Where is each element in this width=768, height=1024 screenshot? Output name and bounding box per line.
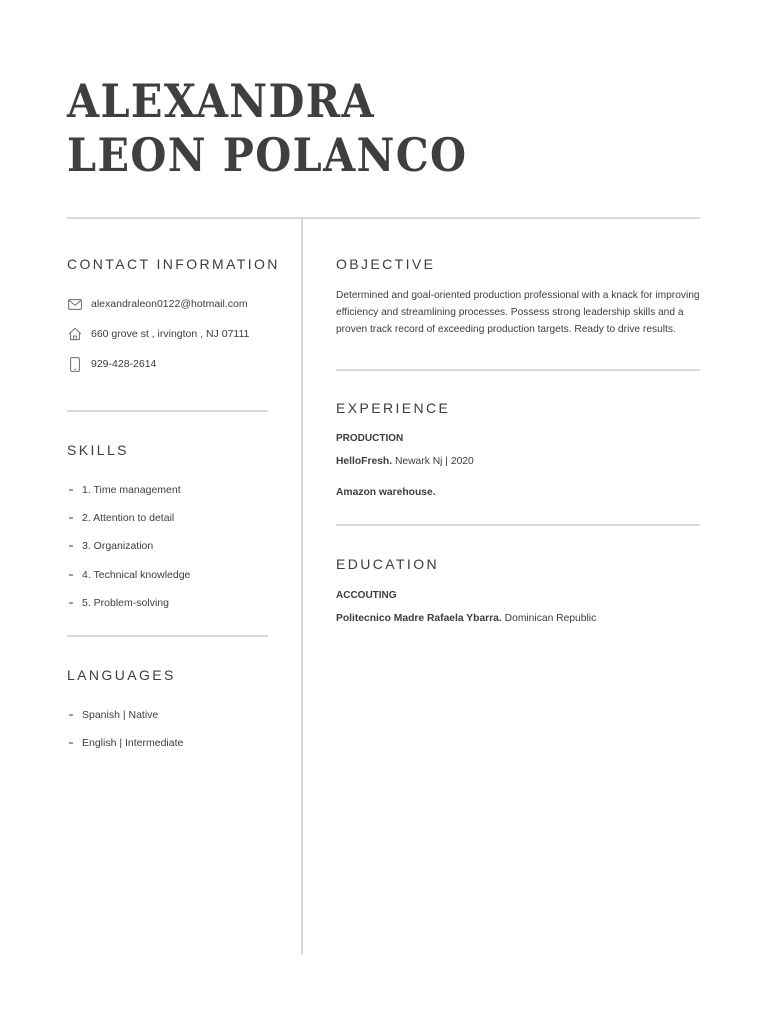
education-heading: EDUCATION xyxy=(336,556,440,573)
address-text: 660 grove st , irvington , NJ 07111 xyxy=(91,328,250,340)
list-item: 5. Problem-solving xyxy=(67,589,268,617)
experience-entry: Amazon warehouse. xyxy=(336,487,436,499)
home-icon xyxy=(67,326,83,342)
right-column xyxy=(336,219,700,624)
languages-list xyxy=(67,701,268,757)
bullet-icon xyxy=(69,489,73,491)
list-item: 3. Organization xyxy=(67,532,268,560)
envelope-icon xyxy=(67,296,83,312)
contact-address xyxy=(67,319,268,349)
bullet-icon xyxy=(69,517,73,519)
contact-email xyxy=(67,289,268,319)
phone-icon xyxy=(67,356,83,372)
skills-heading: SKILLS xyxy=(67,442,129,458)
contact-section xyxy=(67,256,280,379)
bullet-icon xyxy=(69,602,73,604)
list-item: English | Intermediate xyxy=(67,729,268,757)
languages-section xyxy=(67,667,268,757)
skills-list xyxy=(67,476,268,617)
skills-section xyxy=(67,442,268,617)
bullet-icon xyxy=(69,545,73,547)
contact-heading: CONTACT INFORMATION xyxy=(67,256,280,272)
skills-divider xyxy=(67,635,268,637)
school-location: Dominican Republic xyxy=(504,613,597,625)
education-entry xyxy=(336,613,700,624)
objective-divider xyxy=(336,369,700,371)
email-text: alexandraleon0122@hotmail.com xyxy=(91,298,248,310)
education-section xyxy=(336,556,700,624)
list-item: Spanish | Native xyxy=(67,701,268,729)
objective-heading: OBJECTIVE xyxy=(336,256,436,272)
school-name: Politecnico Madre Rafaela Ybarra. xyxy=(336,613,502,625)
objective-section xyxy=(336,256,700,338)
column-divider xyxy=(301,217,303,954)
bullet-icon xyxy=(69,742,73,744)
experience-entry: HelloFresh. Newark Nj | 2020 xyxy=(336,456,474,468)
contact-divider xyxy=(67,410,268,412)
name-line-1: ALEXANDRA xyxy=(67,74,375,128)
experience-divider xyxy=(336,524,700,526)
candidate-name xyxy=(67,74,467,182)
bullet-icon xyxy=(69,714,73,716)
education-field: ACCOUTING xyxy=(336,590,397,602)
bullet-icon xyxy=(69,574,73,576)
objective-text: Determined and goal-oriented production professional with a knack for improving efficiency and streamlining processes. Possess strong leadership skills and a proven track record of exceeding production targets. Ready to drive results. xyxy=(336,290,700,335)
name-line-2: LEON POLANCO xyxy=(67,128,468,182)
experience-section xyxy=(336,400,700,498)
list-item: 4. Technical knowledge xyxy=(67,561,268,589)
contact-phone xyxy=(67,349,268,379)
phone-text: 929-428-2614 xyxy=(91,358,157,370)
list-item: 2. Attention to detail xyxy=(67,504,268,532)
left-column xyxy=(67,219,280,757)
experience-heading: EXPERIENCE xyxy=(336,400,451,417)
experience-role: PRODUCTION xyxy=(336,433,404,445)
languages-heading: LANGUAGES xyxy=(67,666,176,683)
list-item: 1. Time management xyxy=(67,476,268,504)
